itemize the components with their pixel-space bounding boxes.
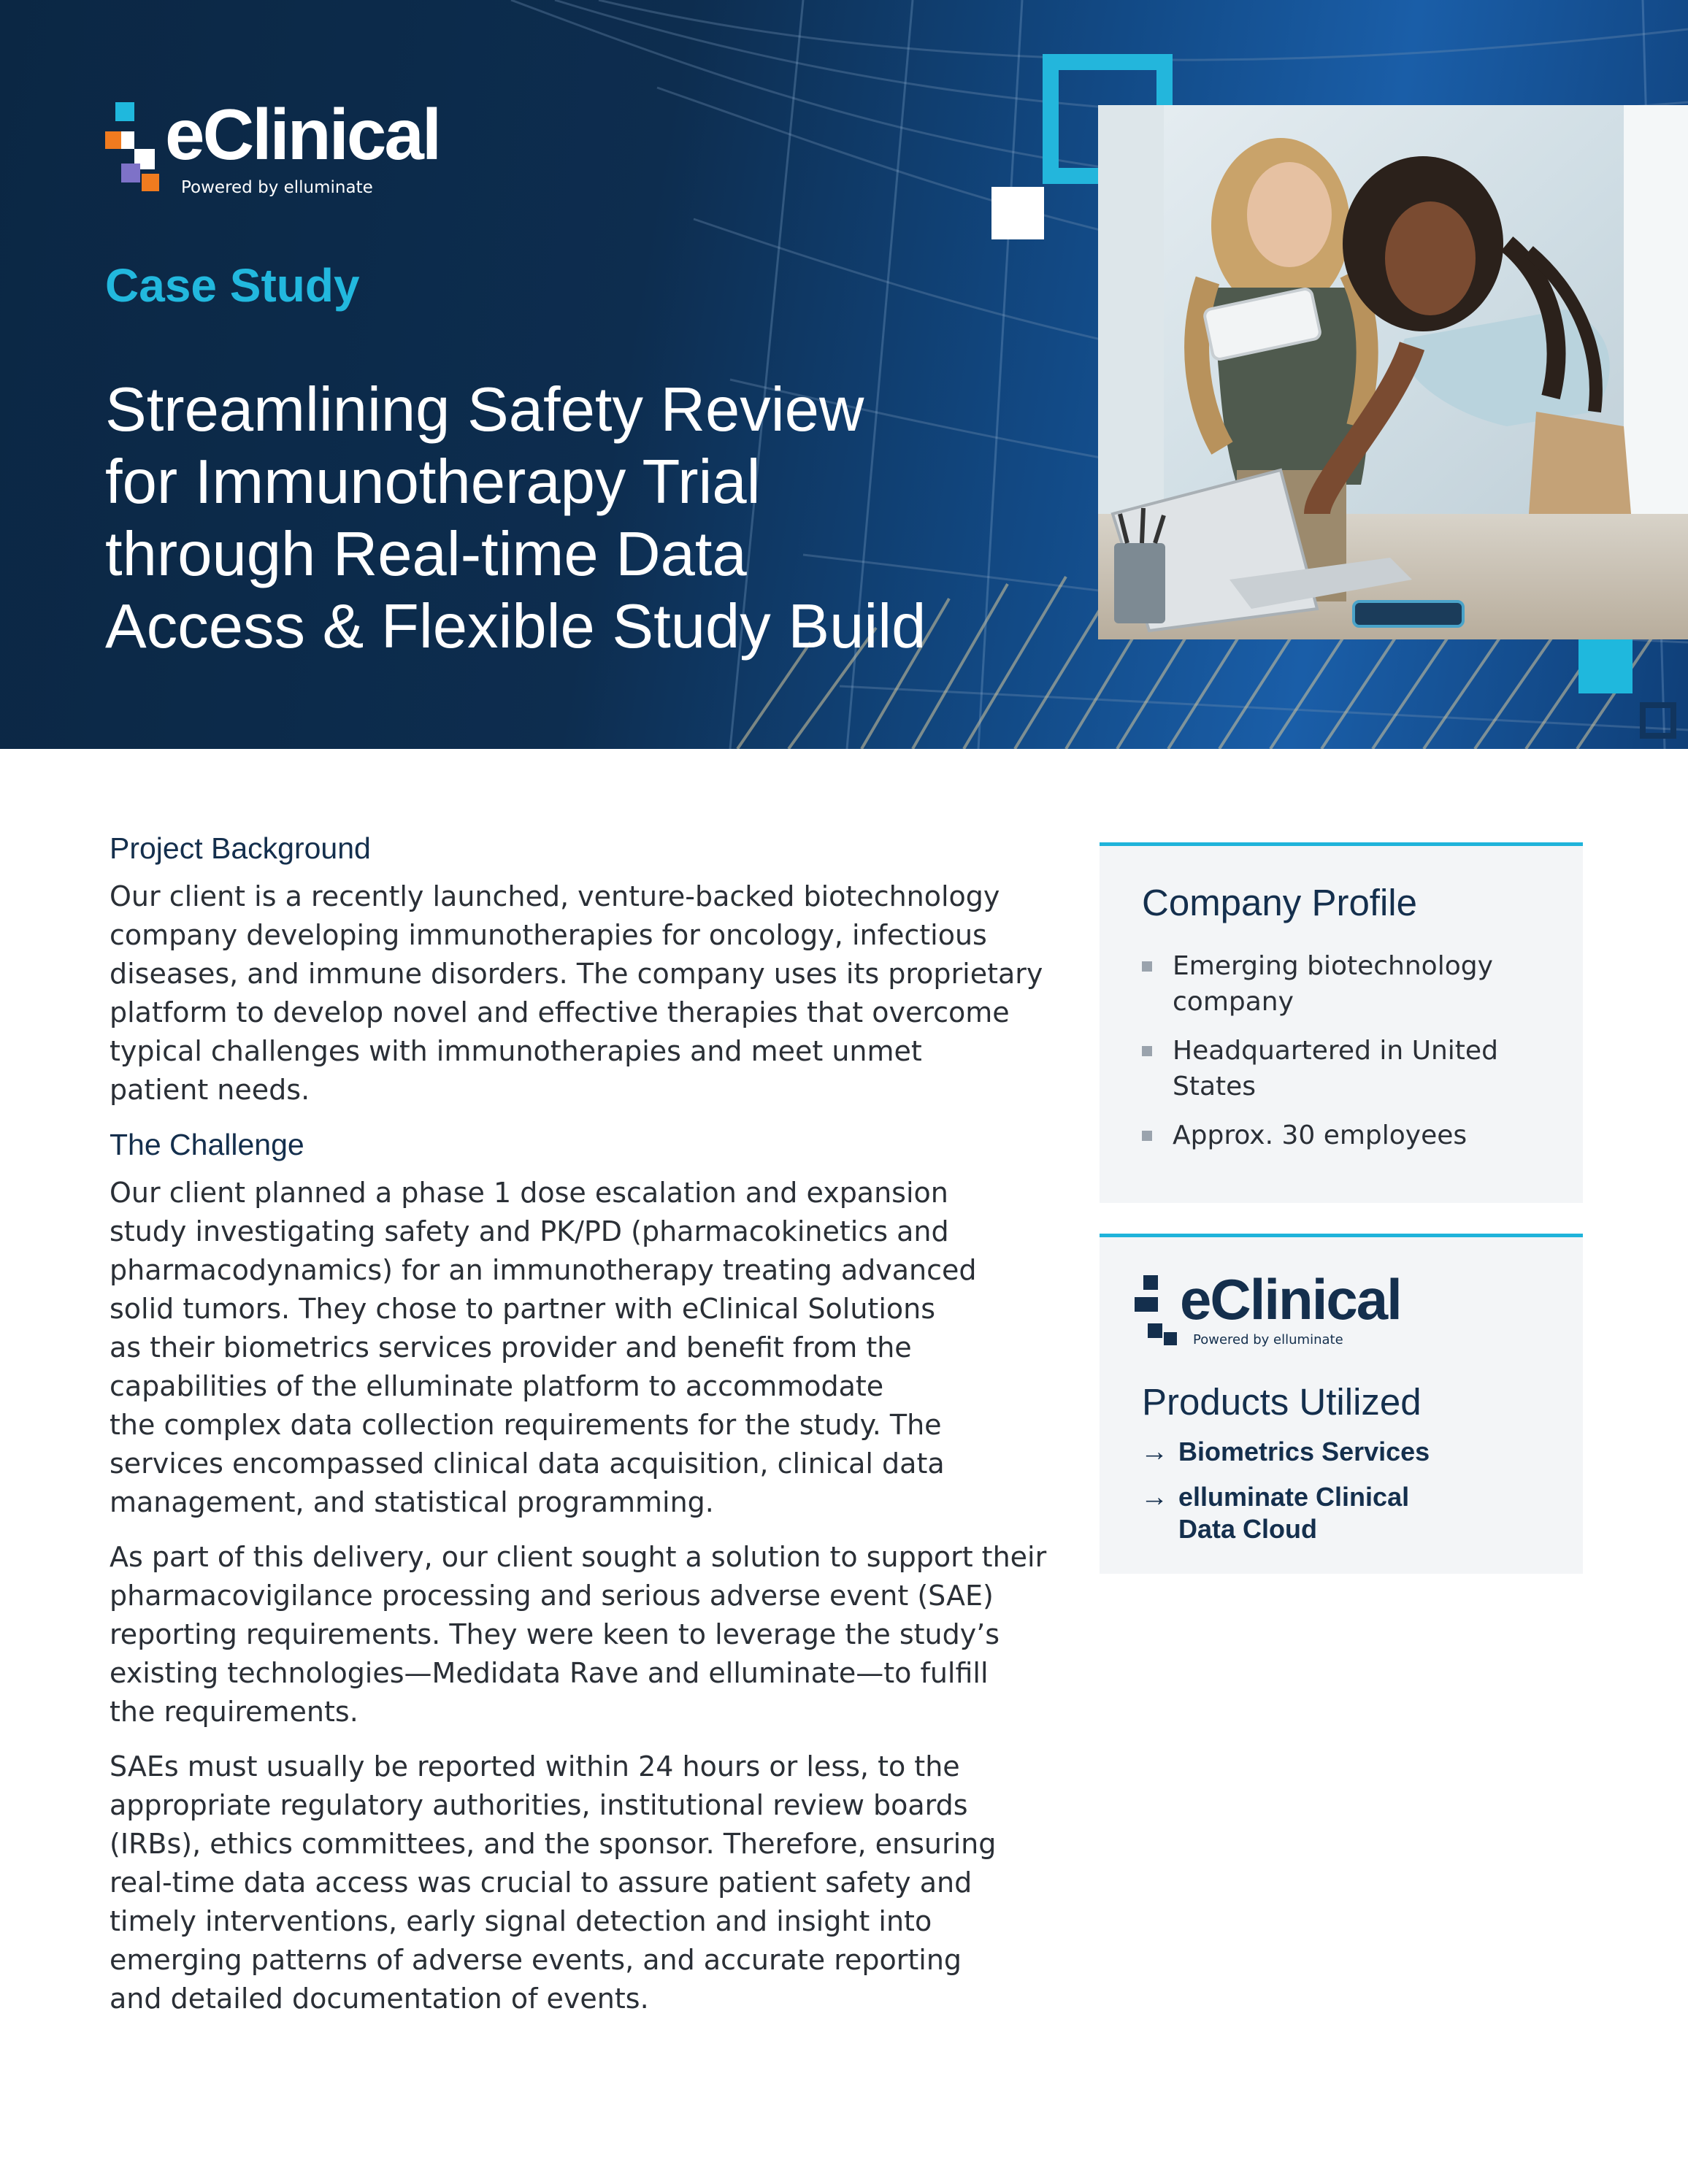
eclinical-logo-small bbox=[1135, 1267, 1401, 1356]
square-bullet-icon bbox=[1142, 1046, 1152, 1056]
text-line: Our client planned a phase 1 dose escalation and expansion bbox=[110, 1177, 948, 1209]
challenge-paragraph-1 bbox=[110, 1174, 1008, 1522]
list-item-line: company bbox=[1173, 987, 1294, 1017]
company-profile-list bbox=[1142, 948, 1498, 1166]
office-photo-illustration bbox=[1098, 105, 1688, 639]
list-item-line: States bbox=[1173, 1072, 1257, 1101]
text-line: timely interventions, early signal detection and insight into bbox=[110, 1905, 932, 1937]
text-line: diseases, and immune disorders. The company uses its proprietary bbox=[110, 958, 1043, 990]
text-line: pharmacovigilance processing and serious adverse event (SAE) bbox=[110, 1580, 994, 1612]
navy-outline-square-accent bbox=[1640, 702, 1676, 739]
white-square-accent bbox=[991, 187, 1044, 239]
text-line: platform to develop novel and effective therapies that overcome bbox=[110, 996, 1010, 1028]
hero-photo bbox=[1098, 105, 1688, 639]
hero-banner bbox=[0, 0, 1688, 749]
title-line: for Immunotherapy Trial bbox=[105, 447, 761, 517]
page-title bbox=[105, 374, 1083, 663]
list-item-line: Emerging biotechnology bbox=[1173, 951, 1493, 981]
list-item bbox=[1142, 948, 1498, 1020]
list-item-line: Data Cloud bbox=[1178, 1514, 1318, 1544]
text-line: SAEs must usually be reported within 24 hours or less, to the bbox=[110, 1750, 960, 1783]
challenge-heading: The Challenge bbox=[110, 1128, 304, 1161]
text-line: existing technologies—Medidata Rave and elluminate—to fulfill bbox=[110, 1657, 989, 1689]
products-utilized-title: Products Utilized bbox=[1142, 1381, 1422, 1423]
company-profile-title: Company Profile bbox=[1142, 882, 1417, 923]
list-item-line: Biometrics Services bbox=[1178, 1437, 1430, 1466]
list-item-line: Headquartered in United bbox=[1173, 1036, 1498, 1066]
products-list bbox=[1140, 1436, 1430, 1558]
text-line: reporting requirements. They were keen to leverage the study’s bbox=[110, 1618, 1000, 1650]
challenge-paragraph-2 bbox=[110, 1538, 1047, 1731]
arrow-right-icon: → bbox=[1140, 1437, 1168, 1467]
text-line: company developing immunotherapies for oncology, infectious bbox=[110, 919, 987, 951]
title-line: Access & Flexible Study Build bbox=[105, 592, 927, 661]
eclinical-logo bbox=[105, 94, 456, 204]
logo-wordmark: eClinical bbox=[165, 94, 440, 174]
logo-tagline: Powered by elluminate bbox=[1193, 1332, 1343, 1347]
text-line: pharmacodynamics) for an immunotherapy treating advanced bbox=[110, 1254, 977, 1286]
logo-wordmark: eClinical bbox=[1180, 1267, 1401, 1331]
company-profile-card bbox=[1100, 842, 1583, 1203]
text-line: capabilities of the elluminate platform to accommodate bbox=[110, 1370, 884, 1402]
text-line: study investigating safety and PK/PD (pharmacokinetics and bbox=[110, 1215, 949, 1247]
text-line: patient needs. bbox=[110, 1074, 310, 1106]
list-item bbox=[1140, 1436, 1430, 1468]
text-line: Our client is a recently launched, venture-backed biotechnology bbox=[110, 880, 1000, 912]
text-line: appropriate regulatory authorities, institutional review boards bbox=[110, 1789, 968, 1821]
text-line: and detailed documentation of events. bbox=[110, 1983, 649, 2015]
square-bullet-icon bbox=[1142, 961, 1152, 972]
text-line: emerging patterns of adverse events, and accurate reporting bbox=[110, 1944, 962, 1976]
text-line: services encompassed clinical data acquisition, clinical data bbox=[110, 1447, 945, 1480]
text-line: typical challenges with immunotherapies and meet unmet bbox=[110, 1035, 922, 1067]
arrow-right-icon: → bbox=[1140, 1482, 1168, 1512]
cyan-square-accent bbox=[1578, 639, 1633, 693]
logo-tagline: Powered by elluminate bbox=[181, 178, 373, 197]
text-line: management, and statistical programming. bbox=[110, 1486, 714, 1518]
list-item-line: elluminate Clinical bbox=[1178, 1482, 1410, 1512]
project-background-heading: Project Background bbox=[110, 831, 371, 865]
text-line: as their biometrics services provider and benefit from the bbox=[110, 1331, 912, 1364]
text-line: As part of this delivery, our client sought a solution to support their bbox=[110, 1541, 1047, 1573]
text-line: real-time data access was crucial to assure patient safety and bbox=[110, 1866, 972, 1899]
text-line: (IRBs), ethics committees, and the sponsor. Therefore, ensuring bbox=[110, 1828, 997, 1860]
title-line: Streamlining Safety Review bbox=[105, 375, 864, 445]
products-utilized-card bbox=[1100, 1234, 1583, 1574]
challenge-paragraph-3 bbox=[110, 1747, 1008, 2018]
text-line: the complex data collection requirements for the study. The bbox=[110, 1409, 942, 1441]
text-line: the requirements. bbox=[110, 1696, 358, 1728]
list-item bbox=[1140, 1481, 1430, 1545]
square-bullet-icon bbox=[1142, 1131, 1152, 1141]
title-line: through Real-time Data bbox=[105, 520, 747, 589]
list-item-line: Approx. 30 employees bbox=[1173, 1120, 1468, 1150]
text-line: solid tumors. They chose to partner with eClinical Solutions bbox=[110, 1293, 936, 1325]
case-study-label: Case Study bbox=[105, 259, 360, 312]
main-content bbox=[110, 829, 1047, 2034]
project-background-text bbox=[110, 877, 1043, 1110]
list-item bbox=[1142, 1033, 1498, 1104]
list-item bbox=[1142, 1118, 1498, 1153]
